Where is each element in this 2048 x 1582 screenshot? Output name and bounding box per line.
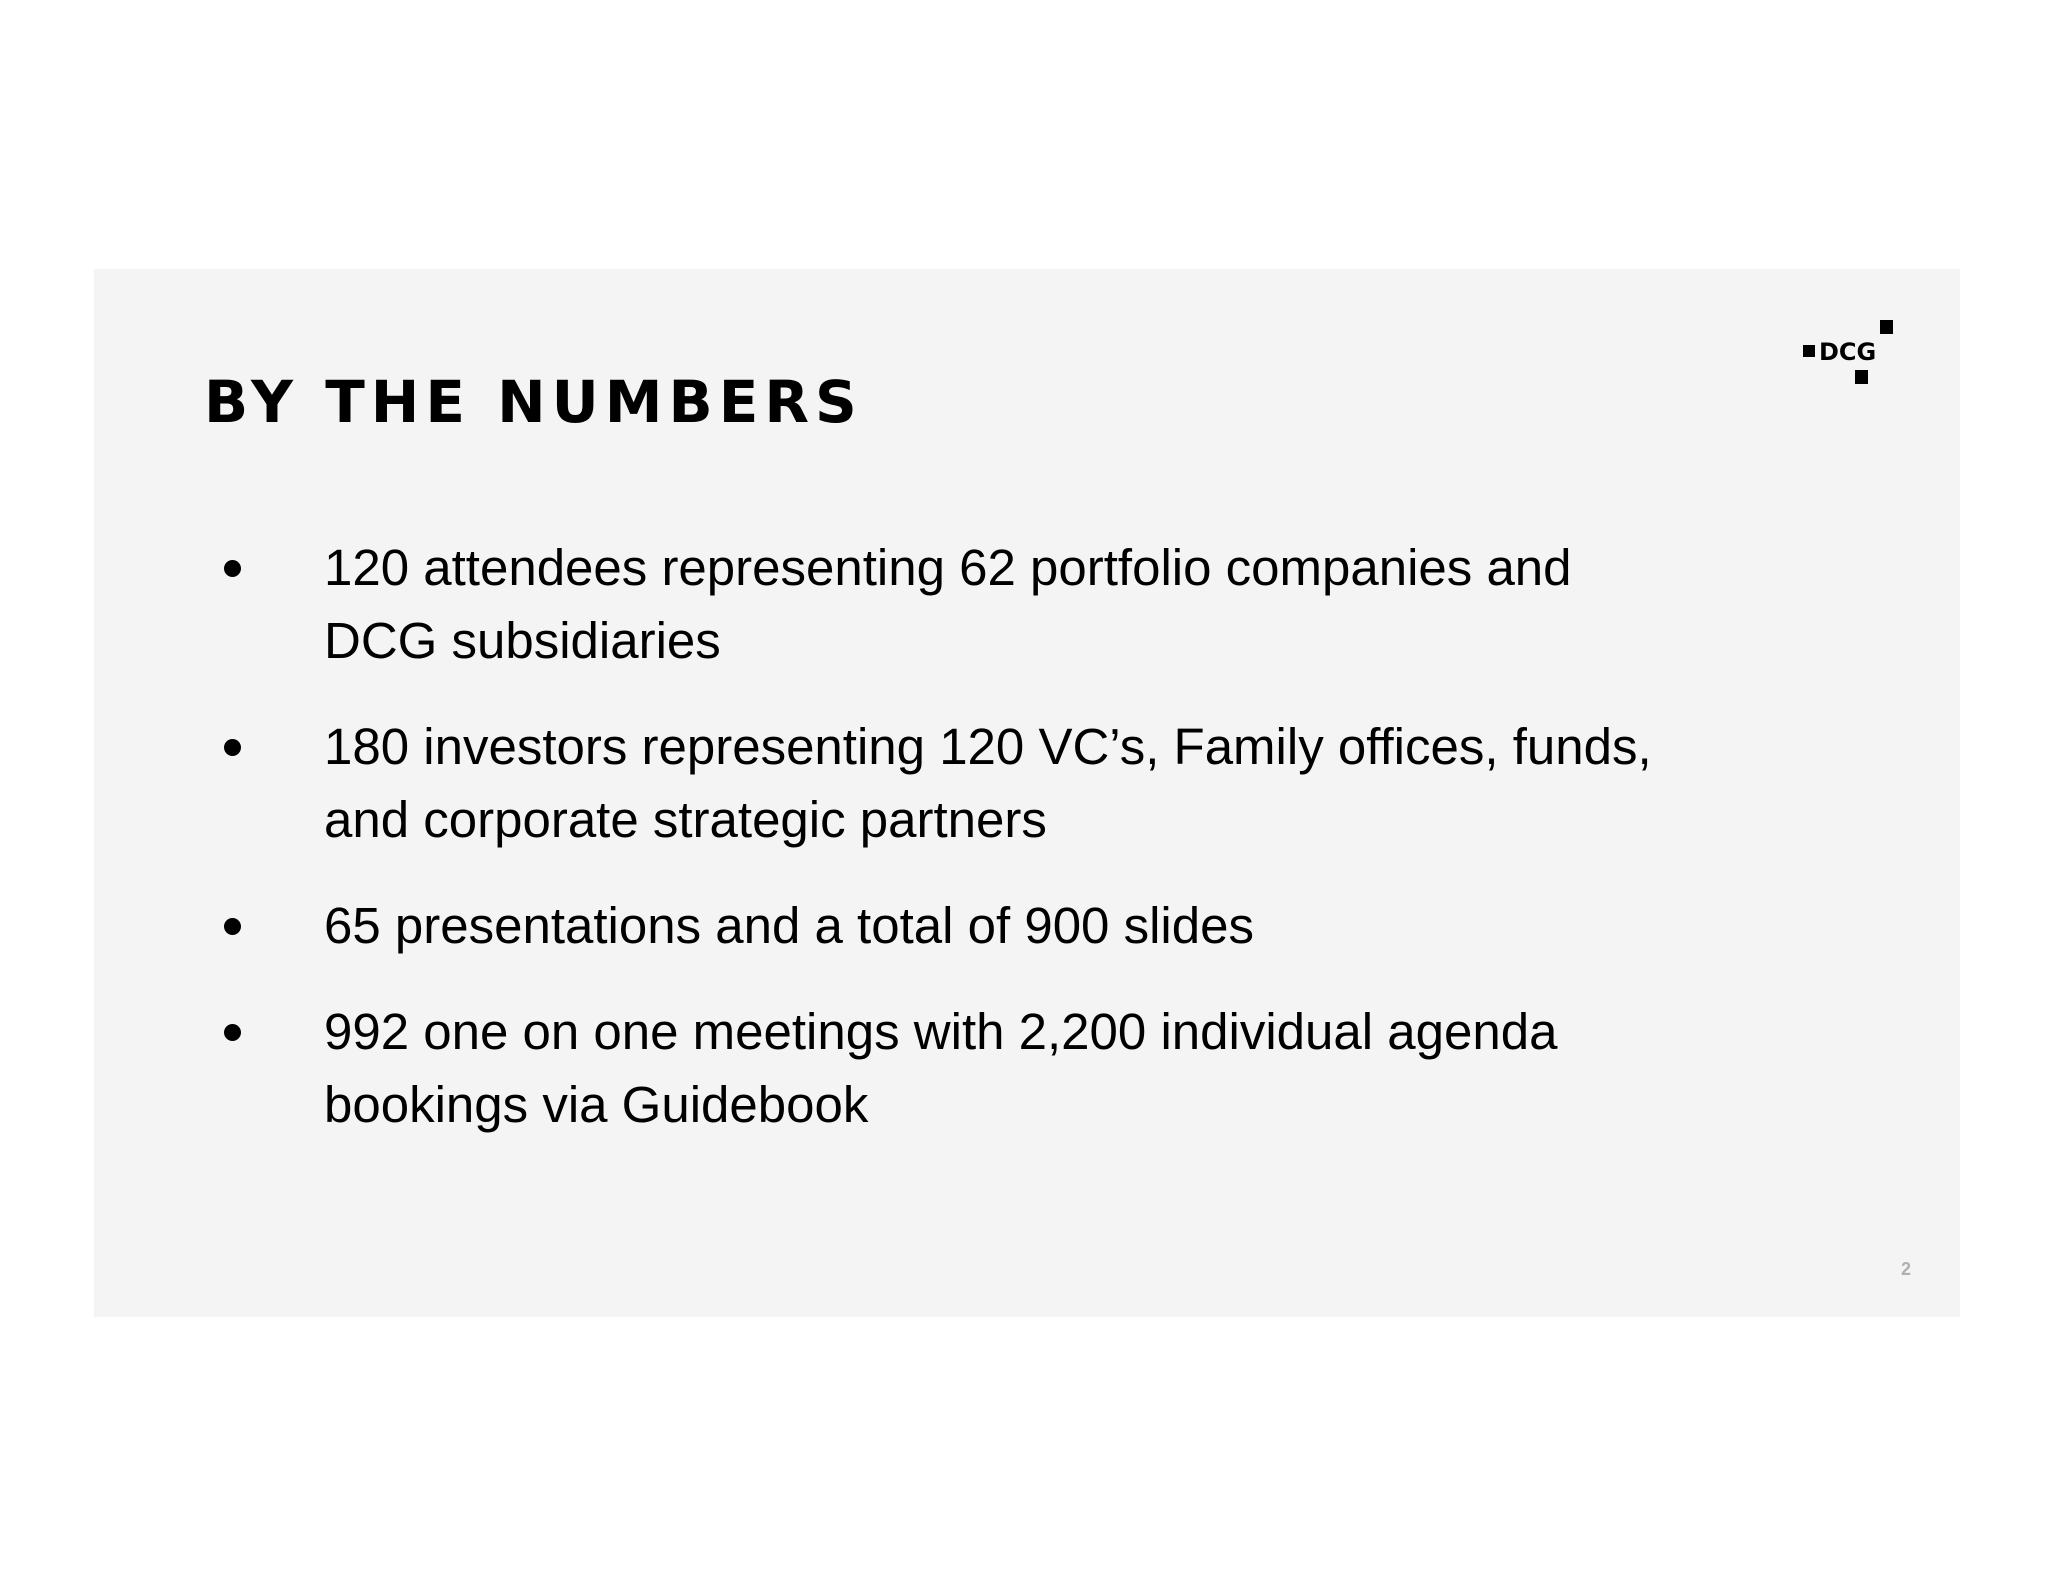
bullet-item	[224, 531, 1784, 677]
bullet-list	[224, 531, 1784, 1174]
bullet-text-line: 65 presentations and a total of 900 slides	[324, 897, 1254, 954]
bullet-dot	[224, 560, 241, 577]
bullet-text-line: 120 attendees representing 62 portfolio companies and	[324, 539, 1572, 596]
dcg-logo	[1801, 320, 1911, 390]
bullet-dot	[224, 739, 241, 756]
slide	[94, 269, 1960, 1317]
bullet-item	[224, 710, 1784, 856]
bullet-text-line: bookings via Guidebook	[324, 1076, 869, 1133]
page-number: 2	[1900, 1259, 1911, 1279]
bullet-text-line: 180 investors representing 120 VC’s, Family offices, funds,	[324, 718, 1652, 775]
bullet-item	[224, 889, 1784, 962]
bullet-dot	[224, 1024, 241, 1041]
bullet-text-line: and corporate strategic partners	[324, 791, 1047, 848]
svg-text:DCG: DCG	[1819, 338, 1877, 366]
bullet-item	[224, 995, 1784, 1141]
slide-title: BY THE NUMBERS	[204, 368, 863, 436]
bullet-dot	[224, 918, 241, 935]
bullet-text-line: 992 one on one meetings with 2,200 individual agenda	[324, 1003, 1558, 1060]
bullet-text-line: DCG subsidiaries	[324, 612, 721, 669]
